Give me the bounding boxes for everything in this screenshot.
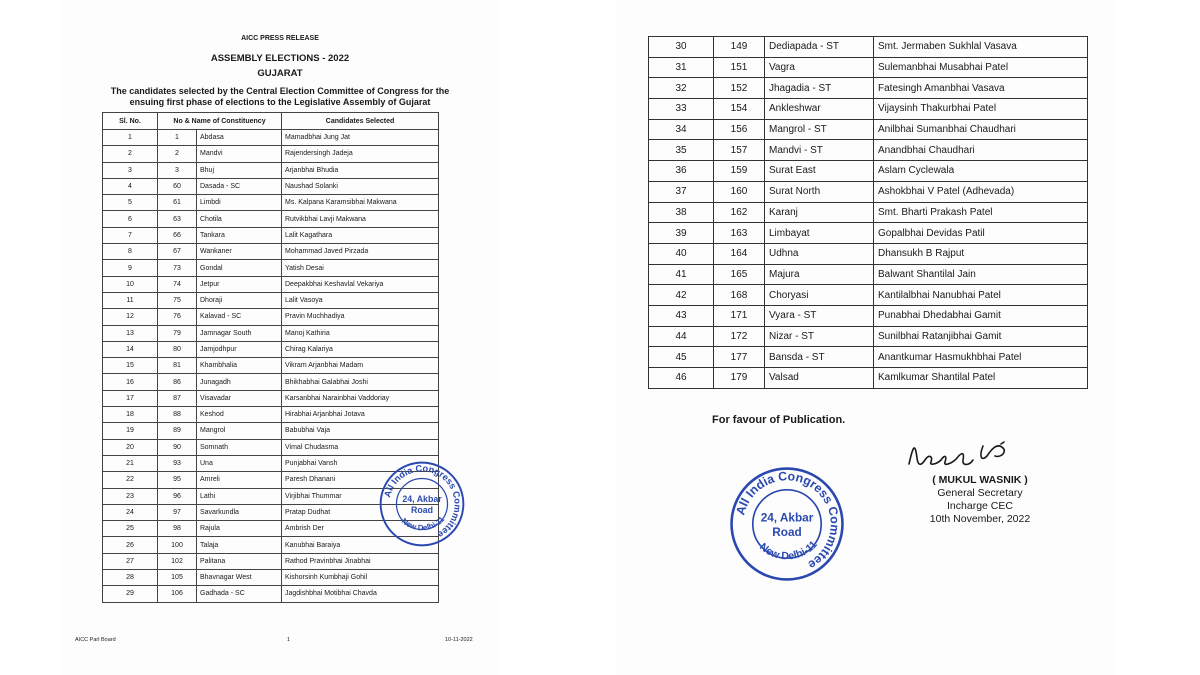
press-release-label: AICC PRESS RELEASE xyxy=(241,35,319,42)
constituency-no-cell: 3 xyxy=(158,162,197,178)
sl-no-cell: 15 xyxy=(103,358,158,374)
constituency-name-cell: Savarkundla xyxy=(197,504,282,520)
constituency-name-cell: Chotila xyxy=(197,211,282,227)
table-row xyxy=(649,99,1088,120)
candidate-name-cell: Anilbhai Sumanbhai Chaudhari xyxy=(874,119,1088,140)
constituency-name-cell: Nizar - ST xyxy=(765,326,874,347)
constituency-name-cell: Mandvi xyxy=(197,146,282,162)
sl-no-cell: 22 xyxy=(103,472,158,488)
document-page-1 xyxy=(60,0,500,675)
sl-no-cell: 30 xyxy=(649,37,714,58)
sl-no-cell: 27 xyxy=(103,553,158,569)
candidate-name-cell: Fatesingh Amanbhai Vasava xyxy=(874,78,1088,99)
constituency-name-cell: Visavadar xyxy=(197,390,282,406)
candidate-name-cell: Kantilalbhai Nanubhai Patel xyxy=(874,285,1088,306)
sl-no-cell: 41 xyxy=(649,264,714,285)
constituency-name-cell: Palitana xyxy=(197,553,282,569)
constituency-no-cell: 90 xyxy=(158,439,197,455)
table-row xyxy=(103,423,439,439)
candidate-name-cell: Babubhai Vaja xyxy=(282,423,439,439)
candidate-name-cell: Smt. Bharti Prakash Patel xyxy=(874,202,1088,223)
seal-ring-text: All India Congress Committee xyxy=(382,463,463,540)
constituency-name-cell: Limbayat xyxy=(765,223,874,244)
constituency-name-cell: Keshod xyxy=(197,407,282,423)
constituency-no-cell: 75 xyxy=(158,292,197,308)
candidate-name-cell: Chirag Kalariya xyxy=(282,341,439,357)
seal-bottom-text: New Delhi-11 xyxy=(399,514,447,533)
sl-no-cell: 32 xyxy=(649,78,714,99)
document-title: ASSEMBLY ELECTIONS - 2022 xyxy=(210,53,350,64)
table-row xyxy=(103,244,439,260)
candidate-name-cell: Gopalbhai Devidas Patil xyxy=(874,223,1088,244)
table-row xyxy=(649,305,1088,326)
sl-no-cell: 25 xyxy=(103,521,158,537)
sl-no-cell: 44 xyxy=(649,326,714,347)
constituency-no-cell: 156 xyxy=(714,119,765,140)
table-row xyxy=(649,37,1088,58)
table-row xyxy=(103,178,439,194)
table-body xyxy=(649,37,1088,389)
constituency-no-cell: 159 xyxy=(714,161,765,182)
constituency-no-cell: 93 xyxy=(158,455,197,471)
constituency-no-cell: 164 xyxy=(714,243,765,264)
sl-no-cell: 37 xyxy=(649,181,714,202)
seal-ring-text: All India Congress Committee xyxy=(733,469,842,573)
constituency-name-cell: Una xyxy=(197,455,282,471)
sl-no-cell: 9 xyxy=(103,260,158,276)
table-header-row xyxy=(103,113,439,130)
constituency-name-cell: Dediapada - ST xyxy=(765,37,874,58)
signature xyxy=(905,436,1035,472)
constituency-no-cell: 171 xyxy=(714,305,765,326)
committee-seal-small xyxy=(378,460,466,548)
table-row xyxy=(103,407,439,423)
table-row xyxy=(103,260,439,276)
candidate-name-cell: Rathod Pravinbhai Jinabhai xyxy=(282,553,439,569)
table-row xyxy=(649,368,1088,389)
sl-no-cell: 34 xyxy=(649,119,714,140)
constituency-name-cell: Dasada - SC xyxy=(197,178,282,194)
sl-no-cell: 3 xyxy=(103,162,158,178)
seal-bottom-text: New Delhi-11 xyxy=(757,538,820,563)
table-row xyxy=(649,223,1088,244)
constituency-name-cell: Khambhalia xyxy=(197,358,282,374)
table-row xyxy=(103,390,439,406)
sl-no-cell: 2 xyxy=(103,146,158,162)
constituency-no-cell: 1 xyxy=(158,130,197,146)
table-row xyxy=(103,130,439,146)
constituency-name-cell: Udhna xyxy=(765,243,874,264)
intro-text: The candidates selected by the Central Election Committee of Congress for the ensuing first phase of elections to the Legislative Assembly of Gujarat xyxy=(110,86,450,107)
candidate-name-cell: Vikram Arjanbhai Madam xyxy=(282,358,439,374)
seal-center-line1: 24, Akbar xyxy=(760,511,814,525)
constituency-name-cell: Junagadh xyxy=(197,374,282,390)
seal-center-line2: Road xyxy=(411,504,433,515)
table-row xyxy=(103,276,439,292)
candidate-name-cell: Naushad Solanki xyxy=(282,178,439,194)
candidate-name-cell: Ambrish Der xyxy=(282,521,439,537)
header-constituency: No & Name of Constituency xyxy=(158,113,282,130)
constituency-name-cell: Somnath xyxy=(197,439,282,455)
constituency-name-cell: Rajula xyxy=(197,521,282,537)
table-row xyxy=(649,326,1088,347)
sl-no-cell: 1 xyxy=(103,130,158,146)
sl-no-cell: 38 xyxy=(649,202,714,223)
constituency-name-cell: Jamjodhpur xyxy=(197,341,282,357)
signatory-designation: General Secretary xyxy=(937,487,1023,499)
candidate-name-cell: Punabhai Dhedabhai Gamit xyxy=(874,305,1088,326)
constituency-name-cell: Dhoraji xyxy=(197,292,282,308)
signatory-role: Incharge CEC xyxy=(947,500,1013,512)
document-page-2 xyxy=(615,0,1115,675)
sl-no-cell: 26 xyxy=(103,537,158,553)
constituency-no-cell: 87 xyxy=(158,390,197,406)
constituency-no-cell: 80 xyxy=(158,341,197,357)
candidate-name-cell: Ms. Kalpana Karamsibhai Makwana xyxy=(282,195,439,211)
constituency-name-cell: Bhavnagar West xyxy=(197,570,282,586)
constituency-no-cell: 63 xyxy=(158,211,197,227)
constituency-no-cell: 179 xyxy=(714,368,765,389)
table-row xyxy=(649,264,1088,285)
sl-no-cell: 45 xyxy=(649,347,714,368)
constituency-no-cell: 76 xyxy=(158,309,197,325)
constituency-name-cell: Bhuj xyxy=(197,162,282,178)
signatory-name: ( MUKUL WASNIK ) xyxy=(932,474,1028,486)
sl-no-cell: 35 xyxy=(649,140,714,161)
candidate-name-cell: Mamadbhai Jung Jat xyxy=(282,130,439,146)
constituency-no-cell: 106 xyxy=(158,586,197,602)
table-row xyxy=(103,211,439,227)
constituency-no-cell: 74 xyxy=(158,276,197,292)
constituency-no-cell: 152 xyxy=(714,78,765,99)
constituency-name-cell: Mandvi - ST xyxy=(765,140,874,161)
sl-no-cell: 14 xyxy=(103,341,158,357)
table-row xyxy=(649,181,1088,202)
candidate-name-cell: Smt. Jermaben Sukhlal Vasava xyxy=(874,37,1088,58)
table-row xyxy=(649,140,1088,161)
candidate-name-cell: Sulemanbhai Musabhai Patel xyxy=(874,57,1088,78)
table-row xyxy=(649,78,1088,99)
sl-no-cell: 31 xyxy=(649,57,714,78)
sl-no-cell: 39 xyxy=(649,223,714,244)
constituency-no-cell: 81 xyxy=(158,358,197,374)
constituency-name-cell: Jetpur xyxy=(197,276,282,292)
constituency-name-cell: Bansda - ST xyxy=(765,347,874,368)
candidate-name-cell: Kishorsinh Kumbhaji Gohil xyxy=(282,570,439,586)
constituency-no-cell: 88 xyxy=(158,407,197,423)
table-row xyxy=(103,570,439,586)
constituency-name-cell: Surat East xyxy=(765,161,874,182)
seal-center-line1: 24, Akbar xyxy=(402,494,442,505)
sl-no-cell: 23 xyxy=(103,488,158,504)
candidate-name-cell: Pravin Muchhadiya xyxy=(282,309,439,325)
constituency-no-cell: 168 xyxy=(714,285,765,306)
candidate-name-cell: Rutvikbhai Lavji Makwana xyxy=(282,211,439,227)
candidate-name-cell: Aslam Cyclewala xyxy=(874,161,1088,182)
constituency-no-cell: 67 xyxy=(158,244,197,260)
sl-no-cell: 17 xyxy=(103,390,158,406)
constituency-no-cell: 160 xyxy=(714,181,765,202)
table-row xyxy=(649,243,1088,264)
candidate-name-cell: Lalit Kagathara xyxy=(282,227,439,243)
footer-date: 10-11-2022 xyxy=(445,637,473,643)
candidate-name-cell: Jagdishbhai Motibhai Chavda xyxy=(282,586,439,602)
sl-no-cell: 21 xyxy=(103,455,158,471)
constituency-name-cell: Jhagadia - ST xyxy=(765,78,874,99)
constituency-no-cell: 79 xyxy=(158,325,197,341)
table-row xyxy=(649,285,1088,306)
constituency-name-cell: Tankara xyxy=(197,227,282,243)
candidate-name-cell: Virjibhai Thummar xyxy=(282,488,439,504)
constituency-no-cell: 97 xyxy=(158,504,197,520)
candidate-name-cell: Kanubhai Baraiya xyxy=(282,537,439,553)
candidate-name-cell: Sunilbhai Ratanjibhai Gamit xyxy=(874,326,1088,347)
constituency-name-cell: Majura xyxy=(765,264,874,285)
sl-no-cell: 18 xyxy=(103,407,158,423)
constituency-name-cell: Vagra xyxy=(765,57,874,78)
candidate-name-cell: Deepakbhai Keshavlal Vekariya xyxy=(282,276,439,292)
sl-no-cell: 29 xyxy=(103,586,158,602)
constituency-no-cell: 98 xyxy=(158,521,197,537)
candidate-name-cell: Dhansukh B Rajput xyxy=(874,243,1088,264)
sl-no-cell: 10 xyxy=(103,276,158,292)
constituency-name-cell: Kalavad - SC xyxy=(197,309,282,325)
constituency-no-cell: 61 xyxy=(158,195,197,211)
candidate-name-cell: Rajendersingh Jadeja xyxy=(282,146,439,162)
constituency-name-cell: Wankaner xyxy=(197,244,282,260)
sl-no-cell: 5 xyxy=(103,195,158,211)
constituency-no-cell: 60 xyxy=(158,178,197,194)
candidates-table-page-2 xyxy=(648,36,1088,389)
constituency-name-cell: Choryasi xyxy=(765,285,874,306)
sl-no-cell: 24 xyxy=(103,504,158,520)
constituency-no-cell: 100 xyxy=(158,537,197,553)
constituency-name-cell: Jamnagar South xyxy=(197,325,282,341)
constituency-no-cell: 162 xyxy=(714,202,765,223)
constituency-name-cell: Lathi xyxy=(197,488,282,504)
page-number: 1 xyxy=(287,637,291,643)
favour-of-publication: For favour of Publication. xyxy=(712,414,846,426)
table-row xyxy=(103,374,439,390)
table-row xyxy=(103,341,439,357)
constituency-no-cell: 177 xyxy=(714,347,765,368)
constituency-no-cell: 172 xyxy=(714,326,765,347)
table-row xyxy=(649,161,1088,182)
constituency-no-cell: 2 xyxy=(158,146,197,162)
constituency-no-cell: 89 xyxy=(158,423,197,439)
constituency-no-cell: 86 xyxy=(158,374,197,390)
constituency-name-cell: Ankleshwar xyxy=(765,99,874,120)
sl-no-cell: 8 xyxy=(103,244,158,260)
candidate-name-cell: Pratap Dudhat xyxy=(282,504,439,520)
table-row xyxy=(649,202,1088,223)
candidate-name-cell: Arjanbhai Bhudia xyxy=(282,162,439,178)
table-row xyxy=(103,162,439,178)
constituency-no-cell: 105 xyxy=(158,570,197,586)
committee-seal-large xyxy=(728,465,846,583)
constituency-no-cell: 163 xyxy=(714,223,765,244)
constituency-name-cell: Vyara - ST xyxy=(765,305,874,326)
sl-no-cell: 11 xyxy=(103,292,158,308)
sl-no-cell: 28 xyxy=(103,570,158,586)
table-row xyxy=(103,325,439,341)
constituency-no-cell: 151 xyxy=(714,57,765,78)
sl-no-cell: 36 xyxy=(649,161,714,182)
footer-left: AICC Parl Board xyxy=(75,637,116,643)
sl-no-cell: 43 xyxy=(649,305,714,326)
constituency-name-cell: Mangrol - ST xyxy=(765,119,874,140)
candidate-name-cell: Kamlkumar Shantilal Patel xyxy=(874,368,1088,389)
sl-no-cell: 13 xyxy=(103,325,158,341)
sl-no-cell: 40 xyxy=(649,243,714,264)
constituency-name-cell: Surat North xyxy=(765,181,874,202)
table-row xyxy=(649,347,1088,368)
candidate-name-cell: Lalit Vasoya xyxy=(282,292,439,308)
sl-no-cell: 19 xyxy=(103,423,158,439)
constituency-name-cell: Amreli xyxy=(197,472,282,488)
signatory-date: 10th November, 2022 xyxy=(929,513,1031,525)
table-row xyxy=(103,195,439,211)
constituency-name-cell: Limbdi xyxy=(197,195,282,211)
table-row xyxy=(103,358,439,374)
constituency-name-cell: Karanj xyxy=(765,202,874,223)
table-row xyxy=(103,553,439,569)
candidate-name-cell: Balwant Shantilal Jain xyxy=(874,264,1088,285)
header-sl-no: Sl. No. xyxy=(103,113,158,130)
constituency-name-cell: Gondal xyxy=(197,260,282,276)
constituency-no-cell: 95 xyxy=(158,472,197,488)
table-row xyxy=(103,586,439,602)
constituency-no-cell: 154 xyxy=(714,99,765,120)
candidate-name-cell: Anandbhai Chaudhari xyxy=(874,140,1088,161)
candidate-name-cell: Paresh Dhanani xyxy=(282,472,439,488)
table-row xyxy=(649,57,1088,78)
constituency-no-cell: 66 xyxy=(158,227,197,243)
table-row xyxy=(103,292,439,308)
constituency-no-cell: 165 xyxy=(714,264,765,285)
seal-center-line2: Road xyxy=(772,525,802,539)
constituency-name-cell: Valsad xyxy=(765,368,874,389)
table-row xyxy=(103,227,439,243)
candidate-name-cell: Karsanbhai Narainbhai Vaddoriay xyxy=(282,390,439,406)
candidate-name-cell: Bhikhabhai Galabhai Joshi xyxy=(282,374,439,390)
table-row xyxy=(103,439,439,455)
state-name: GUJARAT xyxy=(257,68,303,79)
constituency-name-cell: Gadhada - SC xyxy=(197,586,282,602)
constituency-no-cell: 157 xyxy=(714,140,765,161)
constituency-name-cell: Abdasa xyxy=(197,130,282,146)
table-row xyxy=(103,309,439,325)
candidate-name-cell: Manoj Kathiria xyxy=(282,325,439,341)
sl-no-cell: 46 xyxy=(649,368,714,389)
candidate-name-cell: Anantkumar Hasmukhbhai Patel xyxy=(874,347,1088,368)
sl-no-cell: 20 xyxy=(103,439,158,455)
candidate-name-cell: Vijaysinh Thakurbhai Patel xyxy=(874,99,1088,120)
sl-no-cell: 6 xyxy=(103,211,158,227)
sl-no-cell: 42 xyxy=(649,285,714,306)
constituency-name-cell: Talaja xyxy=(197,537,282,553)
constituency-no-cell: 96 xyxy=(158,488,197,504)
constituency-no-cell: 149 xyxy=(714,37,765,58)
constituency-name-cell: Mangrol xyxy=(197,423,282,439)
candidate-name-cell: Hirabhai Arjanbhai Jotava xyxy=(282,407,439,423)
candidate-name-cell: Yatish Desai xyxy=(282,260,439,276)
header-candidate: Candidates Selected xyxy=(282,113,439,130)
constituency-no-cell: 73 xyxy=(158,260,197,276)
sl-no-cell: 4 xyxy=(103,178,158,194)
table-row xyxy=(103,146,439,162)
sl-no-cell: 12 xyxy=(103,309,158,325)
sl-no-cell: 7 xyxy=(103,227,158,243)
candidate-name-cell: Punjabhai Vansh xyxy=(282,455,439,471)
candidate-name-cell: Ashokbhai V Patel (Adhevada) xyxy=(874,181,1088,202)
sl-no-cell: 33 xyxy=(649,99,714,120)
candidate-name-cell: Mohammad Javed Pirzada xyxy=(282,244,439,260)
candidate-name-cell: Vimal Chudasma xyxy=(282,439,439,455)
sl-no-cell: 16 xyxy=(103,374,158,390)
constituency-no-cell: 102 xyxy=(158,553,197,569)
table-row xyxy=(649,119,1088,140)
